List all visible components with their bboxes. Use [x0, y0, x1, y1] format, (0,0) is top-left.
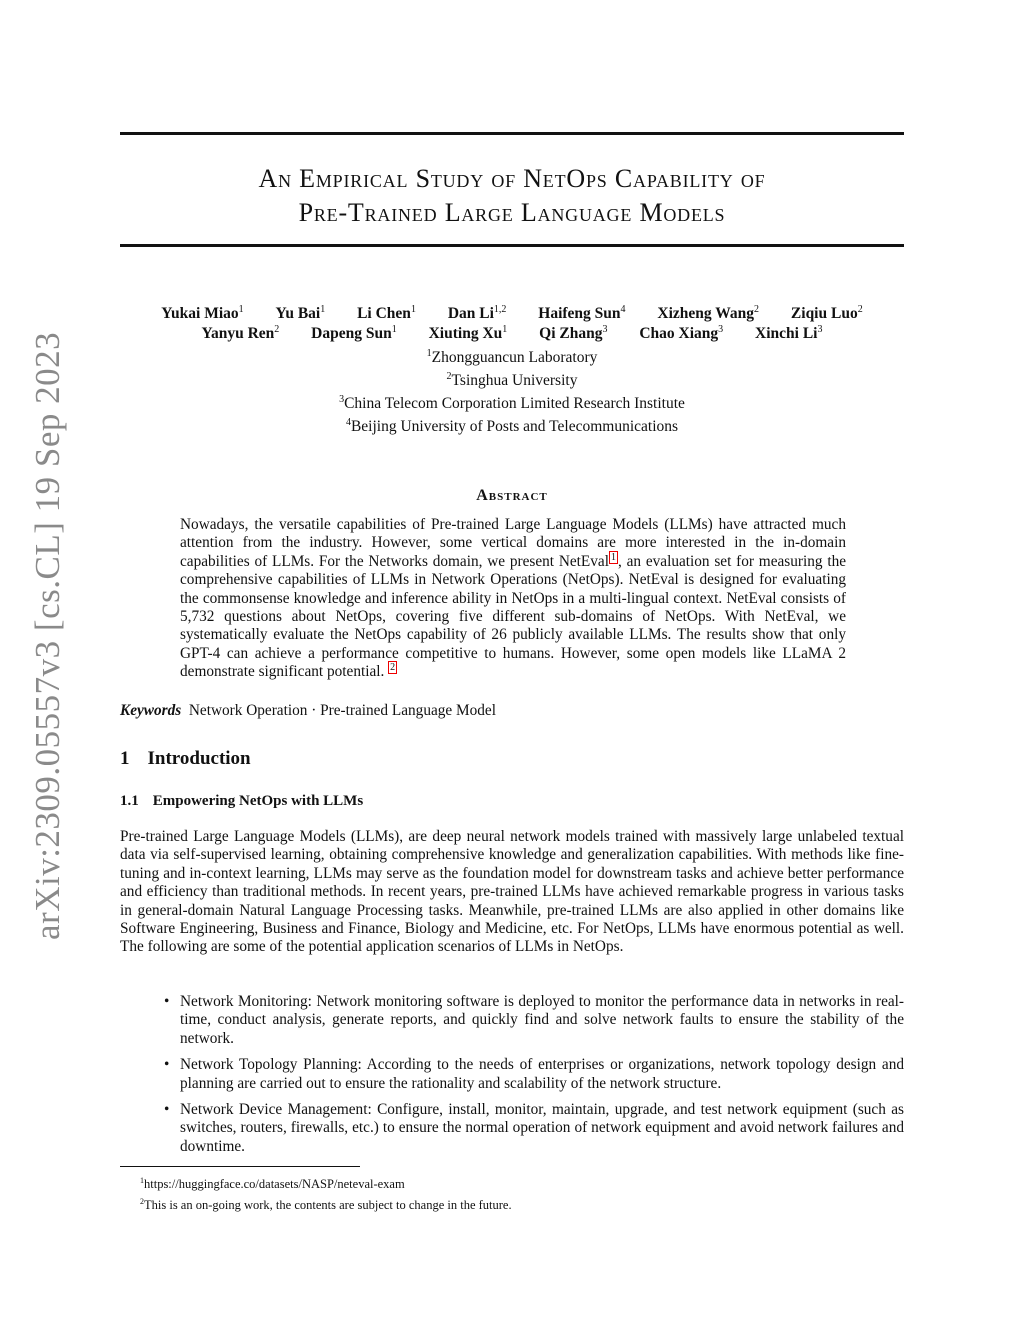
author: Ziqiu Luo$^2$ [790, 304, 863, 323]
footnote-rule [120, 1166, 360, 1167]
keywords-text: Network Operation · Pre-trained Language Model [188, 702, 496, 719]
application-scenarios-list [160, 993, 904, 1164]
footnote-list [140, 1172, 900, 1214]
author: Yanyu Ren$^2$ [201, 324, 280, 343]
footnote-link-1[interactable]: 1 [610, 551, 616, 563]
subsection-heading: 1.1 Empowering NetOps with LLMs [120, 793, 364, 809]
title-top-rule [120, 132, 904, 135]
abstract-heading: Abstract [476, 487, 548, 504]
author: Xinchi Li$^3$ [755, 324, 823, 343]
author-list-row-1 [120, 304, 904, 323]
section-heading: 1 Introduction [120, 748, 251, 769]
keywords-label: Keywords [120, 702, 182, 719]
list-item: • Network Device Management: Configure, install, monitor, maintain, upgrade, and test network equipment (such as switches, routers, firewalls, etc.) to ensure the normal operation of network equipment and avoid network failures and downtime. [164, 1101, 904, 1155]
footnote: $^2$This is an on-going work, the contents are subject to change in the future. [140, 1197, 512, 1213]
author: Dan Li$^{1,2}$ [447, 304, 507, 323]
keywords [120, 702, 904, 720]
author: Xiuting Xu$^1$ [428, 324, 508, 343]
affiliation: $^1$Zhongguancun Laboratory [426, 348, 598, 367]
affiliation: $^2$Tsinghua University [446, 371, 578, 390]
author: Haifeng Sun$^4$ [538, 304, 626, 323]
title-bottom-rule [120, 244, 904, 247]
abstract-body: Nowadays, the versatile capabilities of Pre-trained Large Language Models (LLMs) have attracted much attention from the industry. However, some vertical domains are more interested in the in-domain capabilities of LLMs. For the Networks domain, we present NetEval $^1$ , an evaluation set for measuring the comprehensive capabilities of LLMs in Network Operations (NetOps). NetEval is designed for evaluating the commonsense knowledge and inference ability in NetOps in a multi-lingual context. NetEval consists of 5,732 questions about NetOps, covering five different sub-domains of NetOps. With NetEval, we systematically evaluate the NetOps capability of 26 publicly available LLMs. The results show that only GPT-4 can achieve a performance competitive to humans. However, some open models like LLaMA 2 demonstrate significant potential. $^2$ [180, 516, 847, 681]
affiliation-list [120, 344, 904, 437]
arxiv-identifier: arXiv:2309.05557v3 [cs.CL] 19 Sep 2023 [28, 331, 67, 940]
author: Yukai Miao$^1$ [161, 304, 244, 323]
list-item: • Network Monitoring: Network monitoring software is deployed to monitor the performance data in networks in real-time, conduct analysis, generate reports, and quickly find and solve network faults to ensure the stability of the network. [164, 993, 904, 1047]
paper-title-line-2: Pre-Trained Large Language Models [298, 198, 726, 227]
affiliation: $^4$Beijing University of Posts and Telecommunications [345, 417, 679, 436]
author: Li Chen$^1$ [357, 304, 416, 323]
author: Xizheng Wang$^2$ [657, 304, 760, 323]
author-list-row-2 [120, 324, 904, 343]
footnote-url[interactable]: https://huggingface.co/datasets/NASP/neteval-exam [144, 1177, 405, 1192]
paper-title-line-1: An Empirical Study of NetOps Capability of [258, 164, 766, 193]
intro-paragraph: Pre-trained Large Language Models (LLMs), are deep neural network models trained with massively large unlabeled textual data via self-supervised learning, obtaining comprehensive knowledge and generalization capabilities. With methods like fine-tuning and in-context learning, LLMs may serve as the foundation model for downstream tasks and achieve better performance and efficiency than traditional methods. In recent years, pre-trained LLMs have achieved remarkable progress in various tasks in general-domain Natural Language Processing tasks. Meanwhile, pre-trained LLMs are also applied in other domains like Software Engineering, Business and Finance, Biology and Medicine, etc. For NetOps, LLMs have enormous potential as well. The following are some of the potential application scenarios of LLMs in NetOps. [120, 828, 904, 956]
footnote-link-2[interactable]: 2 [390, 662, 396, 674]
footnote: $^1$https://huggingface.co/datasets/NASP/neteval-exam [140, 1176, 405, 1192]
author: Dapeng Sun$^1$ [311, 324, 397, 343]
author: Chao Xiang$^3$ [639, 324, 724, 343]
affiliation: $^3$China Telecom Corporation Limited Research Institute [339, 394, 685, 413]
author: Qi Zhang$^3$ [539, 324, 608, 343]
list-item: • Network Topology Planning: According to the needs of enterprises or organizations, network topology design and planning are carried out to ensure the rationality and scalability of the network structure. [164, 1056, 904, 1092]
author: Yu Bai$^1$ [275, 304, 326, 323]
